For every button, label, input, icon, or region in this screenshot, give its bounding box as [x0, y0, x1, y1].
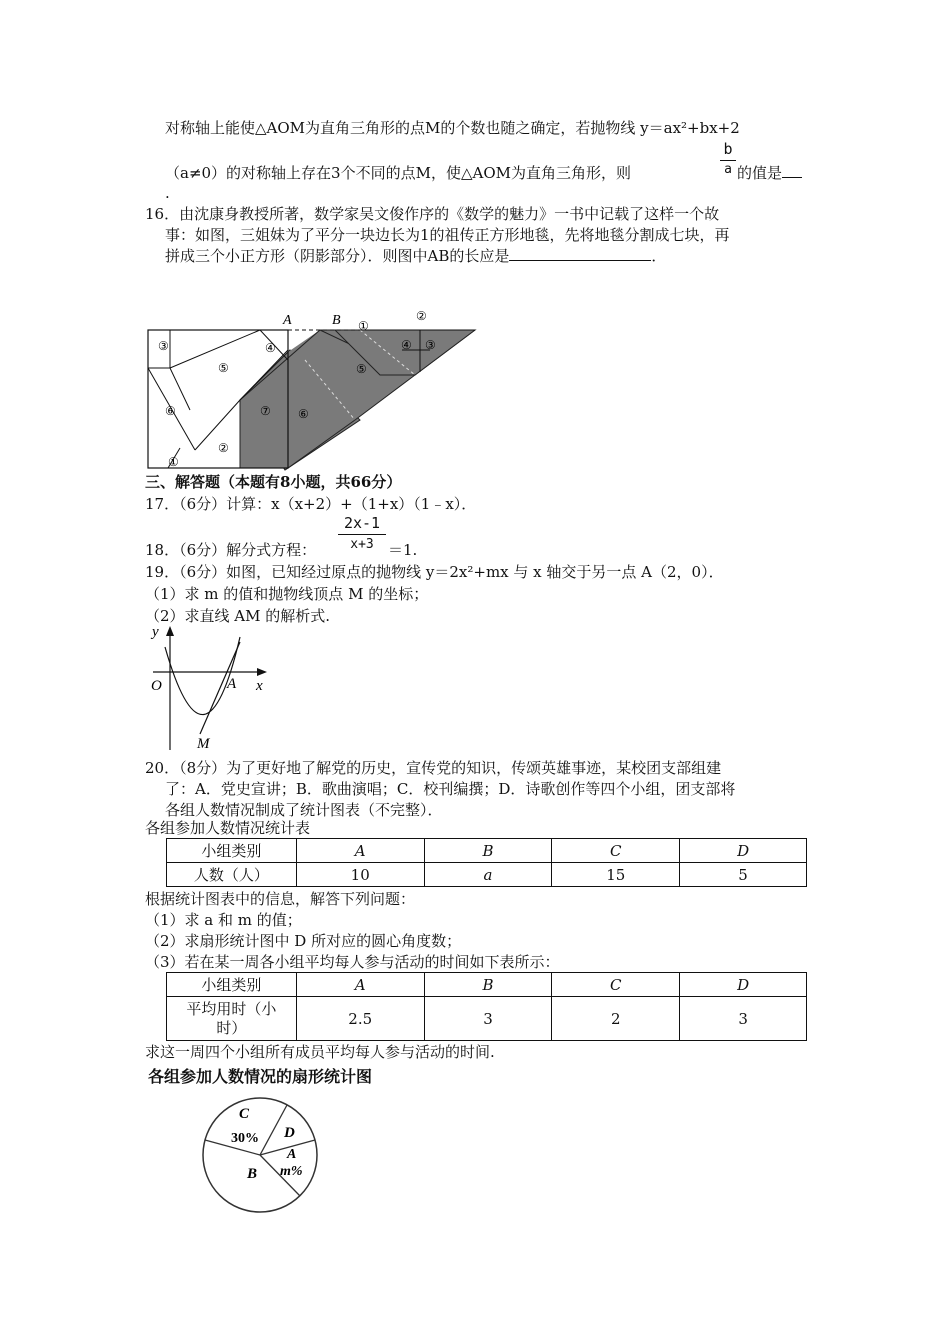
- svg-text:⑤: ⑤: [218, 361, 229, 375]
- table-row: 平均用时（小 时） 2.5 3 2 3: [167, 997, 807, 1041]
- q20-closing: 求这一周四个小组所有成员平均每人参与活动的时间.: [145, 1043, 495, 1061]
- q15-line1: 对称轴上能使△AOM为直角三角形的点M的个数也随之确定，若抛物线 y＝ax²+bx+2: [165, 119, 740, 137]
- pie-label-D: D: [284, 1125, 295, 1141]
- q15-line2-end: 的值是: [737, 163, 802, 183]
- q15-fraction-bar: [720, 160, 736, 161]
- q15-fraction-numerator: b: [723, 140, 733, 158]
- q20-line3: 各组人数情况制成了统计图表（不完整）．: [165, 801, 443, 819]
- q20-intro: 根据统计图表中的信息，解答下列问题：: [145, 890, 416, 908]
- svg-text:⑦: ⑦: [260, 404, 271, 418]
- q15-line2: （a≠0）的对称轴上存在3个不同的点M，使△AOM为直角三角形，则: [165, 164, 631, 182]
- carpet-dissection-figure: [140, 300, 490, 475]
- table-row: 小组类别 A B C D: [167, 839, 807, 863]
- q15-line3: .: [165, 184, 170, 202]
- table-average-time: [166, 972, 807, 1041]
- q18-suffix: ＝1.: [388, 541, 418, 559]
- section-title: 三、解答题（本题有8小题，共66分）: [145, 473, 402, 491]
- svg-text:①: ①: [358, 319, 369, 333]
- label-B: B: [332, 313, 341, 328]
- q18-fraction-denominator: x+3: [350, 537, 374, 552]
- x-axis-arrow: [257, 668, 267, 676]
- label-y: y: [152, 624, 159, 640]
- svg-text:⑤: ⑤: [356, 362, 367, 376]
- q18-fraction-numerator: 2x-1: [343, 514, 381, 532]
- q18-fraction-bar: [338, 534, 386, 535]
- q19-line1: 19．（6分）如图，已知经过原点的抛物线 y＝2x²+mx 与 x 轴交于另一点 A（2，0）．: [145, 563, 724, 581]
- q19-part2: （2）求直线 AM 的解析式.: [145, 607, 331, 625]
- q20-part2: （2）求扇形统计图中 D 所对应的圆心角度数；: [145, 932, 462, 950]
- q20-part3: （3）若在某一周各小组平均每人参与活动的时间如下表所示：: [145, 953, 560, 971]
- table-row: 小组类别 A B C D: [167, 973, 807, 997]
- parabola-figure: [145, 622, 275, 752]
- q17-text: 17．（6分）计算：x（x+2）+（1+x）（1﹣x）．: [145, 495, 477, 513]
- svg-text:③: ③: [158, 339, 169, 353]
- pie-label-B: B: [247, 1166, 258, 1182]
- svg-text:②: ②: [416, 309, 427, 323]
- svg-text:⑥: ⑥: [165, 404, 176, 418]
- svg-text:⑥: ⑥: [298, 407, 309, 421]
- y-axis-arrow: [166, 626, 174, 636]
- label-O: O: [151, 678, 162, 694]
- pie-label-A: A: [287, 1147, 297, 1162]
- pie-chart: [195, 1090, 325, 1220]
- q18-prefix: 18．（6分）解分式方程：: [145, 541, 317, 559]
- pie-caption: 各组参加人数情况的扇形统计图: [148, 1067, 373, 1086]
- q20-part1: （1）求 a 和 m 的值；: [145, 911, 302, 929]
- label-A: A: [283, 313, 292, 328]
- table-row: 人数（人） 10 a 15 5: [167, 863, 807, 887]
- pie-label-A-pct: m%: [280, 1164, 303, 1179]
- q16-line1: 16．由沈康身教授所著，数学家吴文俊作序的《数学的魅力》一书中记载了这样一个故: [145, 205, 720, 223]
- q20-line2: 了：A．党史宣讲；B．歌曲演唱；C．校刊编撰；D．诗歌创作等四个小组，团支部将: [165, 780, 736, 798]
- table-group-counts: [166, 838, 807, 887]
- q19-part1: （1）求 m 的值和抛物线顶点 M 的坐标；: [145, 585, 429, 603]
- pie-label-C: C: [239, 1106, 250, 1122]
- svg-text:②: ②: [218, 441, 229, 455]
- q16-line3: 拼成三个小正方形（阴影部分）．则图中AB的长应是 ．: [165, 247, 667, 265]
- svg-text:①: ①: [168, 455, 179, 469]
- pie-label-C-pct: 30%: [231, 1131, 259, 1146]
- svg-text:③: ③: [425, 338, 436, 352]
- q16-line2: 事：如图，三姐妹为了平分一块边长为1的祖传正方形地毯，先将地毯分割成七块，再: [165, 226, 730, 244]
- table1-caption: 各组参加人数情况统计表: [145, 819, 311, 837]
- q15-fraction-denominator: a: [724, 162, 732, 177]
- svg-text:④: ④: [401, 338, 412, 352]
- label-M: M: [197, 736, 210, 752]
- label-x: x: [256, 678, 263, 694]
- label-A: A: [227, 676, 237, 692]
- q20-line1: 20．（8分）为了更好地了解党的历史，宣传党的知识，传颂英雄事迹，某校团支部组建: [145, 759, 722, 777]
- svg-text:④: ④: [265, 341, 276, 355]
